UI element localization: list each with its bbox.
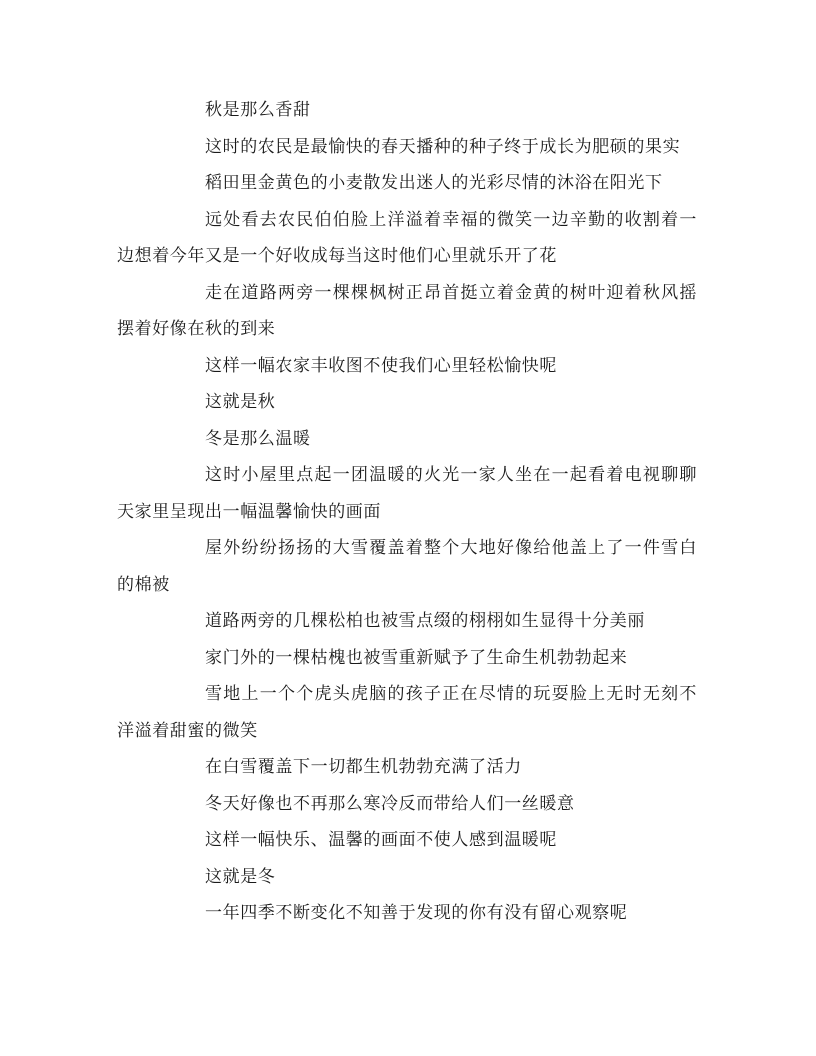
paragraph: 一年四季不断变化不知善于发现的你有没有留心观察呢: [205, 903, 628, 923]
paragraph: 这样一幅农家丰收图不使我们心里轻松愉快呢: [205, 355, 557, 376]
paragraph: 冬天好像也不再那么寒冷反而带给人们一丝暖意: [205, 793, 575, 814]
paragraph: 走在道路两旁一棵棵枫树正昂首挺立着金黄的树叶迎着秋风摇摆着好像在秋的到来: [117, 282, 697, 339]
paragraph: 屋外纷纷扬扬的大雪覆盖着整个大地好像给他盖上了一件雪白的棉被: [117, 538, 697, 595]
paragraph: 这时小屋里点起一团温暖的火光一家人坐在一起看着电视聊聊天家里呈现出一幅温馨愉快的画面: [117, 465, 697, 522]
paragraph: 在白雪覆盖下一切都生机勃勃充满了活力: [205, 757, 522, 777]
paragraph: 道路两旁的几棵松柏也被雪点缀的栩栩如生显得十分美丽: [205, 611, 645, 631]
paragraph: 冬是那么温暖: [205, 428, 311, 449]
paragraph: 秋是那么香甜: [205, 100, 311, 120]
paragraph: 稻田里金黄色的小麦散发出迷人的光彩尽情的沐浴在阳光下: [205, 173, 663, 193]
paragraph: 这就是冬: [205, 866, 276, 887]
paragraph: 这就是秋: [205, 392, 276, 412]
paragraph: 家门外的一棵枯槐也被雪重新赋予了生命生机勃勃起来: [205, 647, 628, 668]
paragraph: 远处看去农民伯伯脸上洋溢着幸福的微笑一边辛勤的收割着一边想着今年又是一个好收成每当这时他们心里就乐开了花: [117, 209, 697, 266]
paragraph: 雪地上一个个虎头虎脑的孩子正在尽情的玩耍脸上无时无刻不洋溢着甜蜜的微笑: [117, 684, 697, 741]
document-body: [117, 92, 697, 932]
paragraph: 这时的农民是最愉快的春天播种的种子终于成长为肥硕的果实: [205, 136, 681, 157]
paragraph: 这样一幅快乐、温馨的画面不使人感到温暖呢: [205, 830, 557, 850]
